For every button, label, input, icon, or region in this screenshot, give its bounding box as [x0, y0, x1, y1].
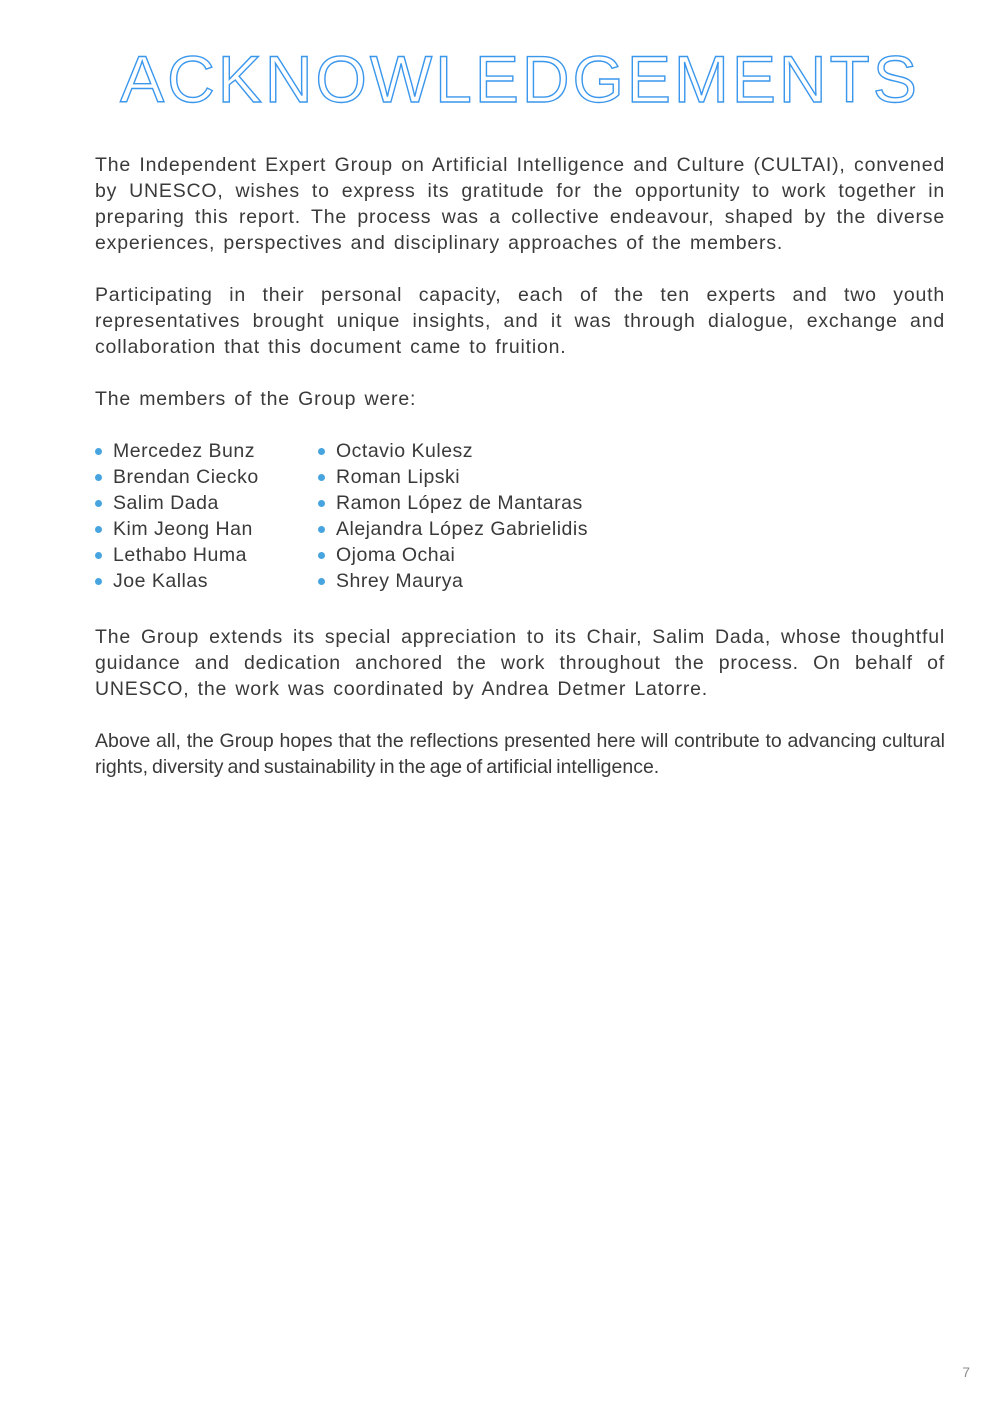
member-name: Joe Kallas: [113, 570, 208, 592]
member-name: Roman Lipski: [336, 466, 461, 488]
member-name: Salim Dada: [113, 492, 219, 514]
list-item: [318, 490, 945, 516]
paragraph-group-intro: The Independent Expert Group on Artificial Intelligence and Culture (CULTAI), convened by UNESCO, wishes to express its gratitude for the opportunity to work together in preparing this report. The process was a collective endeavour, shaped by the diverse experiences, perspectives and disciplinary approaches of the members.: [95, 154, 945, 254]
members-intro-line: The members of the Group were:: [95, 388, 417, 410]
member-name: Shrey Maurya: [336, 570, 464, 592]
member-name: Brendan Ciecko: [113, 466, 259, 488]
list-item: [318, 464, 945, 490]
bullet-icon: [95, 552, 102, 559]
list-item: [95, 516, 318, 542]
member-name: Alejandra López Gabrielidis: [336, 518, 588, 540]
paragraph-closing: Above all, the Group hopes that the reflections presented here will contribute to advancing cultural rights, diversity and sustainability in the age of artificial intelligence.: [95, 730, 945, 778]
bullet-icon: [95, 448, 102, 455]
members-list: [95, 438, 945, 594]
member-name: Lethabo Huma: [113, 544, 247, 566]
bullet-icon: [318, 500, 325, 507]
bullet-icon: [95, 500, 102, 507]
list-item: [95, 568, 318, 594]
bullet-icon: [95, 578, 102, 585]
bullet-icon: [318, 578, 325, 585]
paragraph-participation: Participating in their personal capacity, each of the ten experts and two youth representatives brought unique insights, and it was through dialogue, exchange and collaboration that this document came to fruition.: [95, 284, 945, 358]
list-item: [318, 568, 945, 594]
page-title: ACKNOWLEDGEMENTS: [120, 42, 920, 116]
list-item: [95, 490, 318, 516]
list-item: [318, 438, 945, 464]
list-item: [95, 542, 318, 568]
member-name: Kim Jeong Han: [113, 518, 253, 540]
bullet-icon: [95, 474, 102, 481]
members-column-2: [318, 438, 945, 594]
page-number: 7: [962, 1364, 970, 1380]
member-name: Ramon López de Mantaras: [336, 492, 583, 514]
bullet-icon: [318, 448, 325, 455]
list-item: [95, 438, 318, 464]
bullet-icon: [318, 552, 325, 559]
member-name: Octavio Kulesz: [336, 440, 474, 462]
paragraph-appreciation: The Group extends its special appreciation to its Chair, Salim Dada, whose thoughtful guidance and dedication anchored the work throughout the process. On behalf of UNESCO, the work was coordinated by Andrea Detmer Latorre.: [95, 626, 945, 700]
bullet-icon: [95, 526, 102, 533]
list-item: [95, 464, 318, 490]
member-name: Mercedez Bunz: [113, 440, 255, 462]
member-name: Ojoma Ochai: [336, 544, 456, 566]
list-item: [318, 542, 945, 568]
members-column-1: [95, 438, 318, 594]
list-item: [318, 516, 945, 542]
bullet-icon: [318, 526, 325, 533]
bullet-icon: [318, 474, 325, 481]
